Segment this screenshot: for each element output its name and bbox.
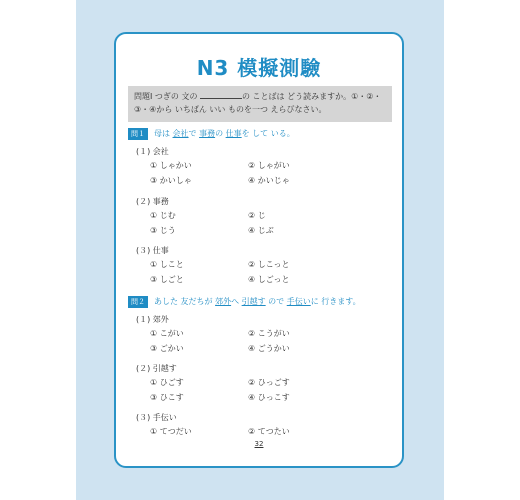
instructions-box	[128, 86, 392, 122]
underlined-word: 仕事	[225, 129, 242, 138]
answer-option[interactable]: ② じ	[248, 211, 266, 220]
answer-option[interactable]: ④ ひっこす	[248, 393, 290, 402]
underlined-word: 引越す	[241, 297, 266, 306]
item-label: (１) 会社	[136, 147, 169, 156]
sentence-text: で	[188, 129, 200, 138]
sentence-text: あした 友だちが	[154, 297, 216, 306]
instructions-text-1: 問題Ⅰ つぎの 文の	[134, 92, 200, 101]
page-number: 32	[254, 440, 264, 448]
answer-option[interactable]: ③ しごと	[150, 275, 184, 284]
instructions-text-2: の ことばは どう読みますか。①・②・③・④から いちばん いい ものを一つ えらびなさい。	[134, 92, 382, 114]
page-title: N3 模擬測驗	[196, 56, 322, 80]
sentence-text: を して いる。	[241, 129, 295, 138]
answer-option[interactable]: ④ じぶ	[248, 226, 274, 235]
item-label: (２) 引越す	[136, 364, 177, 373]
answer-option[interactable]: ④ しごっと	[248, 275, 290, 284]
answer-option[interactable]: ① じむ	[150, 211, 176, 220]
answer-option[interactable]: ② しゃがい	[248, 161, 290, 170]
sentence-text: の	[215, 129, 226, 138]
answer-option[interactable]: ④ ごうかい	[248, 344, 290, 353]
worksheet-card	[114, 32, 404, 468]
answer-option[interactable]: ③ かいしゃ	[150, 176, 192, 185]
item-label: (１) 郊外	[136, 315, 169, 324]
question-2-sentence	[128, 296, 361, 308]
sentence-text: ので	[265, 297, 287, 306]
answer-option[interactable]: ③ ひこす	[150, 393, 184, 402]
question-1-badge: 問１	[128, 128, 148, 140]
underlined-word: 会社	[172, 129, 189, 138]
answer-option[interactable]: ① てつだい	[150, 427, 192, 436]
sentence-text: に 行きます。	[310, 297, 361, 306]
item-label: (３) 仕事	[136, 246, 169, 255]
question-1-sentence	[128, 128, 295, 140]
answer-option[interactable]: ① ひごす	[150, 378, 184, 387]
answer-option[interactable]: ② しこっと	[248, 260, 290, 269]
question-2-badge: 問２	[128, 296, 148, 308]
underlined-word: 手伝い	[286, 297, 311, 306]
answer-option[interactable]: ① こがい	[150, 329, 184, 338]
answer-option[interactable]: ③ じう	[150, 226, 176, 235]
item-label: (３) 手伝い	[136, 413, 177, 422]
underlined-word: 郊外	[215, 297, 232, 306]
answer-option[interactable]: ① しこと	[150, 260, 184, 269]
sentence-text: へ	[231, 297, 242, 306]
answer-option[interactable]: ② ひっごす	[248, 378, 290, 387]
answer-option[interactable]: ③ ごかい	[150, 344, 184, 353]
underlined-word: 事務	[199, 129, 216, 138]
sentence-text: 母は	[154, 129, 173, 138]
answer-option[interactable]: ④ かいじゃ	[248, 176, 290, 185]
answer-option[interactable]: ② てつたい	[248, 427, 290, 436]
answer-blank	[200, 90, 242, 99]
answer-option[interactable]: ② こうがい	[248, 329, 290, 338]
answer-option[interactable]: ① しゃかい	[150, 161, 192, 170]
item-label: (２) 事務	[136, 197, 169, 206]
